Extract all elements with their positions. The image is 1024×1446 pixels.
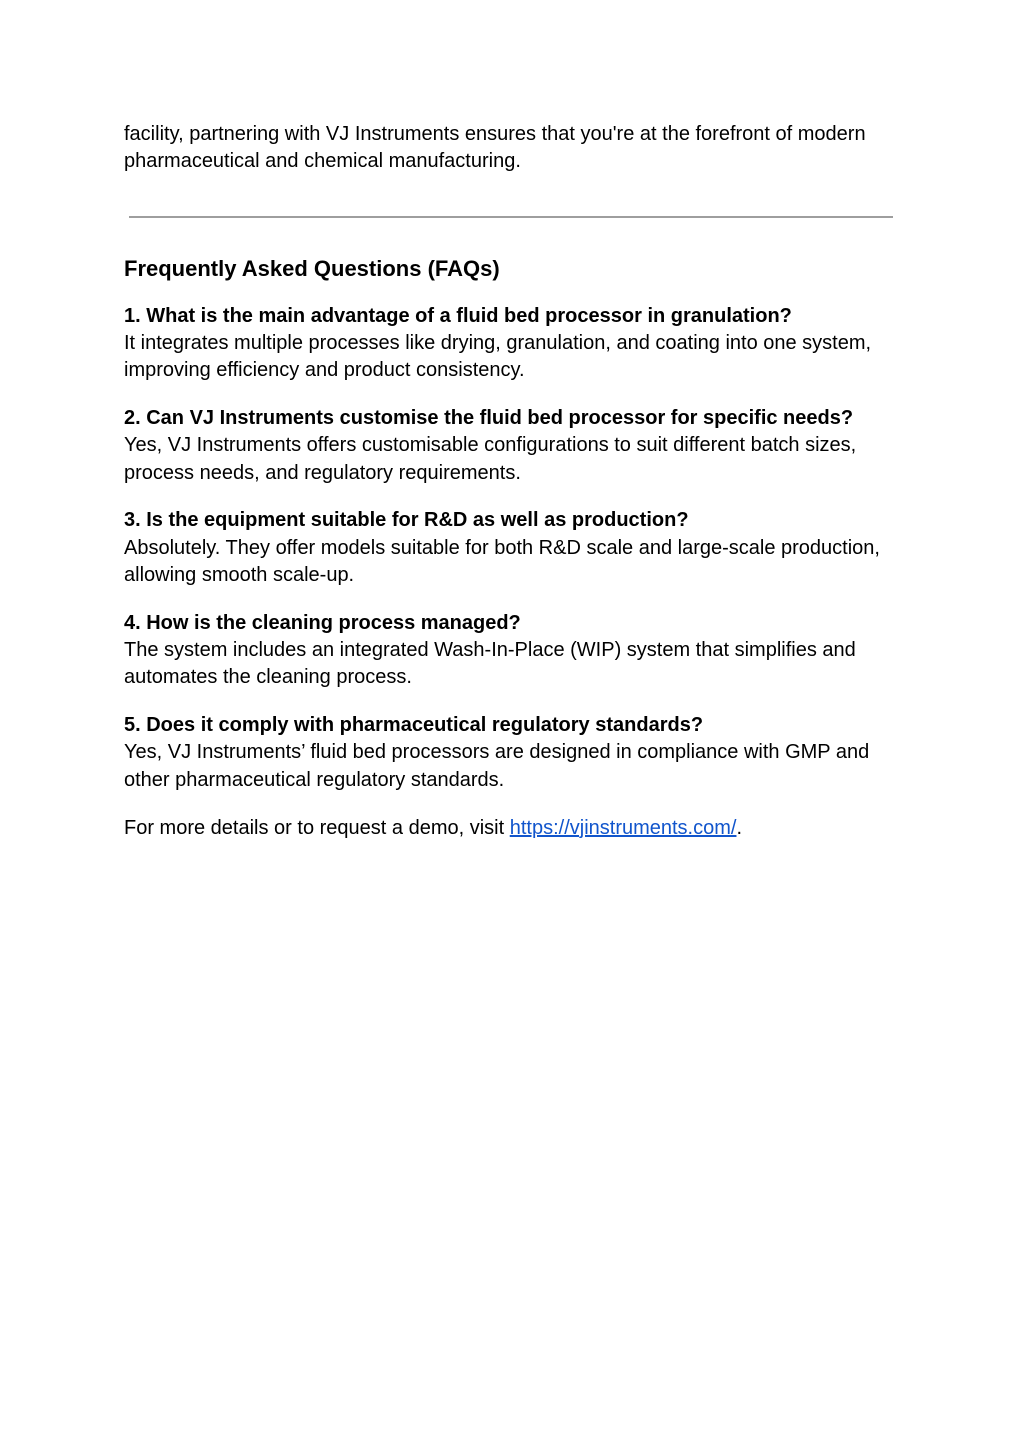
closing-prefix: For more details or to request a demo, visit bbox=[124, 816, 510, 839]
closing-paragraph bbox=[124, 815, 914, 842]
faq-item-1 bbox=[124, 303, 914, 385]
faq-heading: Frequently Asked Questions (FAQs) bbox=[124, 255, 500, 281]
faq-answer: It integrates multiple processes like drying, granulation, and coating into one system, improving efficiency and product consistency. bbox=[124, 331, 872, 382]
faq-answer: Yes, VJ Instruments offers customisable configurations to suit different batch sizes, process needs, and regulatory requirements. bbox=[124, 434, 857, 484]
horizontal-divider bbox=[129, 216, 893, 218]
faq-item-2 bbox=[124, 405, 914, 487]
intro-paragraph: facility, partnering with VJ Instruments ensures that you're at the forefront of modern pharmaceutical and chemical manufacturing. bbox=[124, 123, 866, 173]
faq-question: 4. How is the cleaning process managed? bbox=[124, 611, 521, 634]
faq-item-4 bbox=[124, 610, 914, 692]
faq-item-3 bbox=[124, 507, 914, 589]
faq-question: 2. Can VJ Instruments customise the fluid bed processor for specific needs? bbox=[124, 406, 854, 429]
closing-suffix: . bbox=[736, 816, 743, 839]
faq-question: 5. Does it comply with pharmaceutical regulatory standards? bbox=[124, 714, 704, 737]
faq-list bbox=[124, 303, 914, 794]
faq-question: 3. Is the equipment suitable for R&D as well as production? bbox=[124, 509, 689, 532]
faq-question: 1. What is the main advantage of a fluid bed processor in granulation? bbox=[124, 304, 792, 327]
faq-answer: Absolutely. They offer models suitable for both R&D scale and large-scale production, allowing smooth scale-up. bbox=[124, 536, 880, 586]
faq-answer: The system includes an integrated Wash-In-Place (WIP) system that simplifies and automates the cleaning process. bbox=[124, 639, 856, 689]
website-link[interactable]: https://vjinstruments.com/ bbox=[509, 816, 737, 839]
document-page bbox=[124, 121, 914, 842]
faq-item-5 bbox=[124, 712, 914, 794]
faq-answer: Yes, VJ Instruments’ fluid bed processors are designed in compliance with GMP and other pharmaceutical regulatory standards. bbox=[124, 741, 870, 791]
